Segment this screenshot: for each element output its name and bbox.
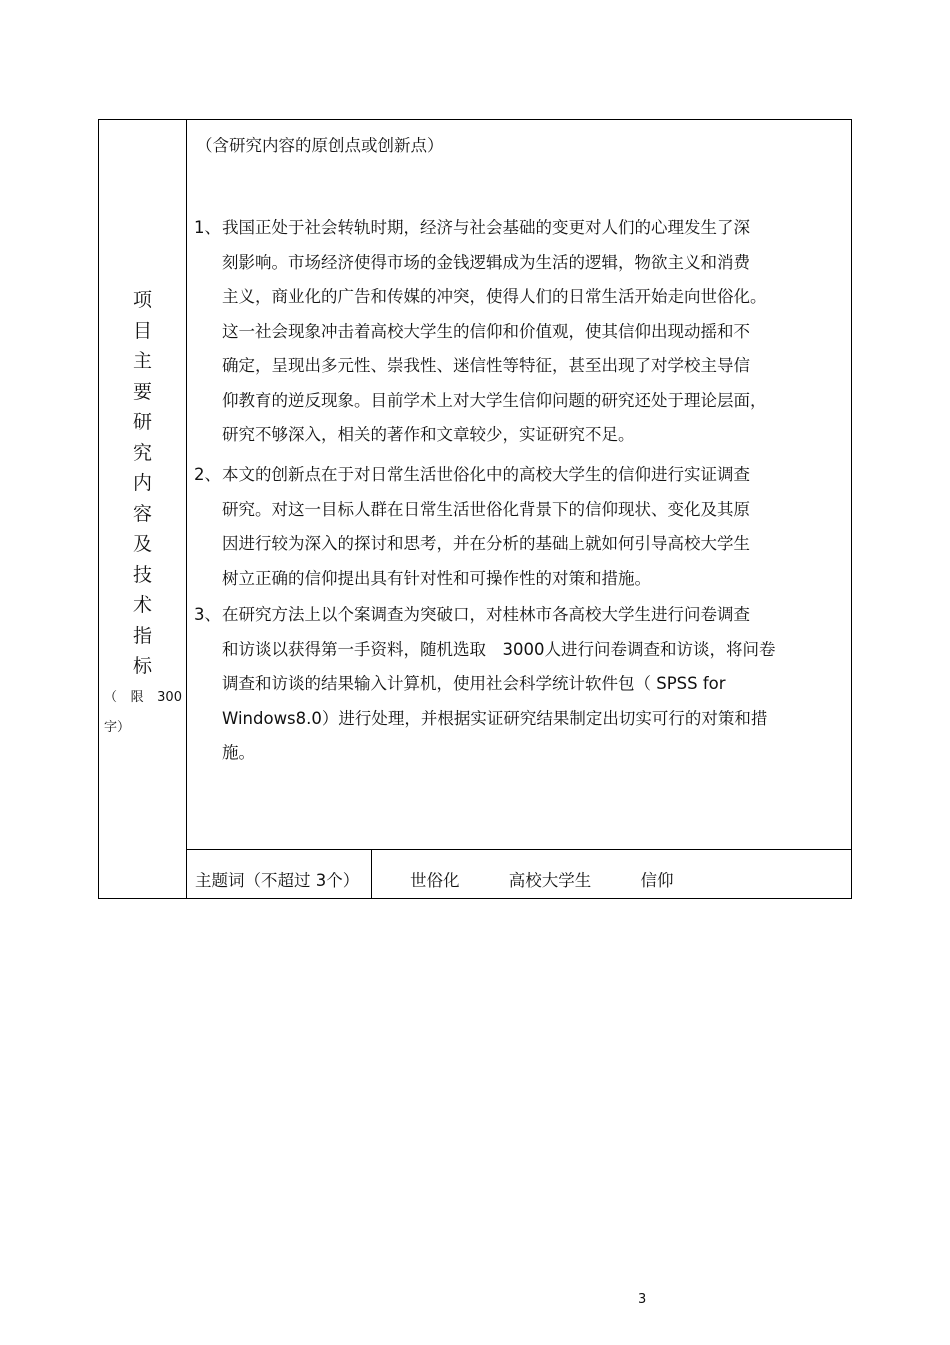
item-line: 因进行较为深入的探讨和思考，并在分析的基础上就如何引导高校大学生 [222,534,750,553]
table-divider-vertical [186,119,187,899]
item-number: 1、 [194,218,221,237]
item-number: 3、 [194,605,221,624]
label-char: 内 [132,472,152,494]
keyword-list [410,867,718,895]
limit-word: 限 [130,690,144,705]
word-limit-note [104,683,182,743]
label-char: 项 [132,289,152,311]
item-line: 在研究方法上以个案调查为突破口，对桂林市各高校大学生进行问卷调查 [222,605,750,624]
content-item-1 [194,211,844,453]
label-char: 主 [132,350,152,372]
item-line: Windows8.0）进行处理，并根据实证研究结果制定出切实可行的对策和措 [222,708,768,728]
content-note: （含研究内容的原创点或创新点） [196,136,444,155]
label-char: 究 [132,441,152,464]
item-line: 确定，呈现出多元性、崇我性、迷信性等特征，甚至出现了对学校主导信 [222,356,750,375]
item-line: 施。 [222,743,255,762]
item-line: 刻影响。市场经济使得市场的金钱逻辑成为生活的逻辑，物欲主义和消费 [222,252,750,272]
item-line [222,667,844,702]
item-line: 树立正确的信仰提出具有针对性和可操作性的对策和措施。 [222,568,651,588]
keyword: 高校大学生 [508,871,592,890]
label-char: 及 [132,533,152,555]
label-char: 术 [132,594,152,616]
item-line: 和访谈以获得第一手资料，随机选取 3000人进行问卷调查和访谈，将问卷 [222,639,776,659]
label-char: 研 [132,411,152,433]
label-char: 目 [132,319,152,342]
limit-open: （ [104,690,118,705]
label-char: 指 [132,624,152,647]
item-line: 研究。对这一目标人群在日常生活世俗化背景下的信仰现状、变化及其原 [222,499,750,519]
label-char: 技 [132,563,152,586]
item-line: 研究不够深入，相关的著作和文章较少，实证研究不足。 [222,425,635,444]
content-item-3 [194,598,844,771]
item-line: 我国正处于社会转轨时期，经济与社会基础的变更对人们的心理发生了深 [222,218,750,237]
keyword-label: 主题词（不超过 3个） [195,871,360,890]
item-line: 本文的创新点在于对日常生活世俗化中的高校大学生的信仰进行实证调查 [222,465,750,484]
keyword-cell-divider [371,849,372,899]
keyword: 信仰 [640,871,674,890]
table-divider-horizontal [186,849,852,850]
limit-number: 300 [157,690,182,705]
row-label [99,285,186,682]
item-line-right: SPSS for [656,674,726,693]
item-line: 主义，商业化的广告和传媒的冲突，使得人们的日常生活开始走向世俗化。 [222,287,767,306]
limit-close: 字） [104,720,131,735]
label-char: 容 [132,502,152,525]
label-char: 标 [132,655,152,677]
label-char: 要 [132,380,152,403]
item-number: 2、 [194,465,221,484]
item-line-left: 调查和访谈的结果输入计算机，使用社会科学统计软件包（ [222,674,651,693]
item-line: 仰教育的逆反现象。目前学术上对大学生信仰问题的研究还处于理论层面， [222,390,767,410]
page-number: 3 [638,1292,647,1307]
content-item-2 [194,458,844,596]
item-line: 这一社会现象冲击着高校大学生的信仰和价值观，使其信仰出现动摇和不 [222,321,750,341]
keyword: 世俗化 [410,871,460,890]
